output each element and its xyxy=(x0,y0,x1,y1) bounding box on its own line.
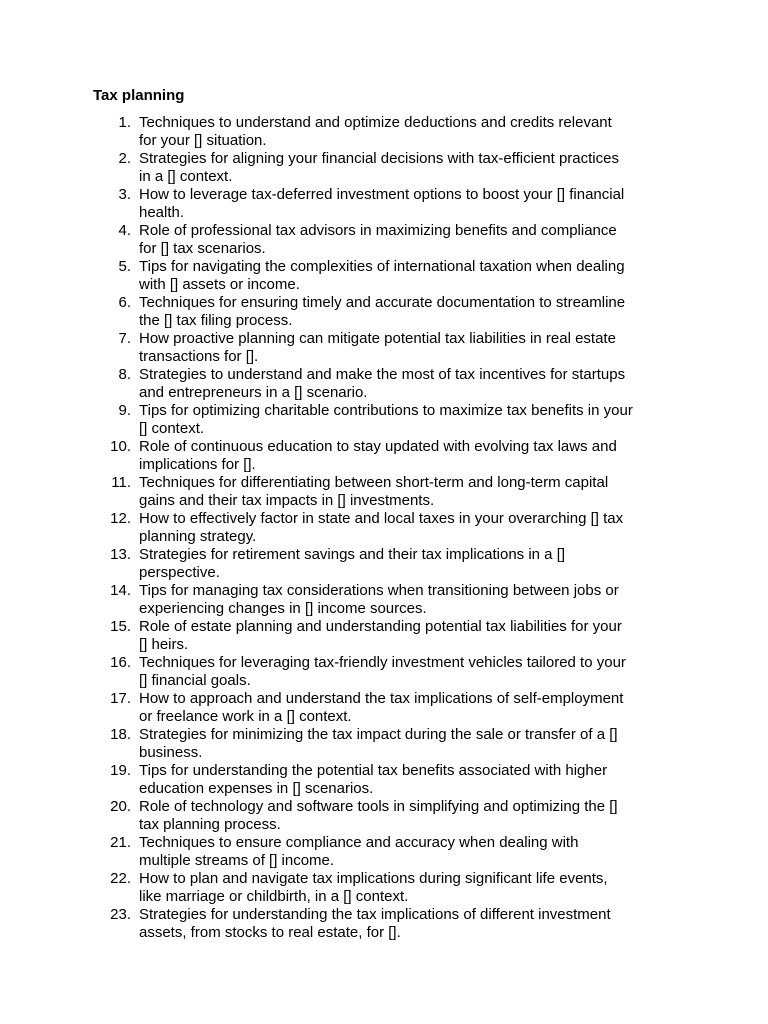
list-item-text: Strategies for aligning your financial decisions with tax-efficient practices in a [] context. xyxy=(139,150,619,185)
list-item xyxy=(93,294,633,330)
list-item-number: 20. xyxy=(110,798,131,815)
list-item xyxy=(93,834,633,870)
list-item xyxy=(93,258,633,294)
list-item xyxy=(93,798,633,834)
list-item-number: 8. xyxy=(118,366,131,383)
document-title: Tax planning xyxy=(93,87,185,104)
list-item xyxy=(93,690,633,726)
list-item-text: How to plan and navigate tax implications during significant life events, like marriage or childbirth, in a [] context. xyxy=(139,870,608,905)
list-item-number: 6. xyxy=(118,294,131,311)
list-item xyxy=(93,510,633,546)
list-item xyxy=(93,366,633,402)
list-item-text: Techniques to understand and optimize deductions and credits relevant for your [] situation. xyxy=(139,114,612,149)
list-item-text: Techniques for ensuring timely and accurate documentation to streamline the [] tax filing process. xyxy=(139,294,626,329)
list-item-number: 19. xyxy=(110,762,131,779)
list-item xyxy=(93,762,633,798)
list-item-text: Role of professional tax advisors in maximizing benefits and compliance for [] tax scenarios. xyxy=(139,222,617,257)
list-item-number: 14. xyxy=(110,582,131,599)
list-item-text: Strategies to understand and make the most of tax incentives for startups and entrepreneurs in a [] scenario. xyxy=(139,366,626,401)
list-item-text: Tips for optimizing charitable contributions to maximize tax benefits in your [] context. xyxy=(139,402,633,437)
list-item-text: Techniques for leveraging tax-friendly investment vehicles tailored to your [] financial goals. xyxy=(139,654,626,689)
list-item xyxy=(93,582,633,618)
list-item-number: 22. xyxy=(110,870,131,887)
list-item-number: 11. xyxy=(111,474,131,491)
list-item-text: Tips for navigating the complexities of international taxation when dealing with [] assets or income. xyxy=(139,258,625,293)
list-item-number: 4. xyxy=(118,222,131,239)
list-item-number: 2. xyxy=(118,150,131,167)
list-item-number: 15. xyxy=(110,618,131,635)
list-item-number: 1. xyxy=(118,114,131,131)
list-item xyxy=(93,654,633,690)
list-item xyxy=(93,330,633,366)
list-item-number: 21. xyxy=(110,834,131,851)
list-item-number: 13. xyxy=(110,546,131,563)
list-item xyxy=(93,222,633,258)
list-item xyxy=(93,150,633,186)
list-item-text: How to effectively factor in state and local taxes in your overarching [] tax planning strategy. xyxy=(139,510,624,545)
list-item xyxy=(93,438,633,474)
list-item-text: How to leverage tax-deferred investment options to boost your [] financial health. xyxy=(139,186,625,221)
list-item-text: Techniques for differentiating between short-term and long-term capital gains and their tax impacts in [] investments. xyxy=(139,474,609,509)
list-item-text: Tips for understanding the potential tax benefits associated with higher education expenses in [] scenarios. xyxy=(139,762,608,797)
list-item-text: How to approach and understand the tax implications of self-employment or freelance work in a [] context. xyxy=(139,690,624,725)
list-item xyxy=(93,474,633,510)
list-item xyxy=(93,546,633,582)
list-item-text: Techniques to ensure compliance and accuracy when dealing with multiple streams of [] income. xyxy=(139,834,579,869)
list-item xyxy=(93,114,633,150)
list-item-text: Strategies for minimizing the tax impact during the sale or transfer of a [] business. xyxy=(139,726,618,761)
list-item-text: How proactive planning can mitigate potential tax liabilities in real estate transactions for []. xyxy=(139,330,616,365)
list-item xyxy=(93,402,633,438)
list-item-number: 12. xyxy=(110,510,131,527)
list-item xyxy=(93,186,633,222)
list-item xyxy=(93,906,633,942)
list-item-number: 18. xyxy=(110,726,131,743)
list-item-text: Role of continuous education to stay updated with evolving tax laws and implications for []. xyxy=(139,438,617,473)
list-item-number: 16. xyxy=(110,654,131,671)
list-item-text: Role of technology and software tools in simplifying and optimizing the [] tax planning process. xyxy=(139,798,618,833)
list-item xyxy=(93,726,633,762)
list-item-number: 9. xyxy=(118,402,131,419)
numbered-list xyxy=(93,114,633,942)
list-item-number: 3. xyxy=(118,186,131,203)
list-item-text: Strategies for understanding the tax implications of different investment assets, from stocks to real estate, for []. xyxy=(139,906,611,941)
list-item-number: 10. xyxy=(110,438,131,455)
list-item xyxy=(93,618,633,654)
list-item-number: 5. xyxy=(118,258,131,275)
list-item-text: Role of estate planning and understanding potential tax liabilities for your [] heirs. xyxy=(139,618,622,653)
list-item-text: Tips for managing tax considerations when transitioning between jobs or experiencing changes in [] income sources. xyxy=(139,582,619,617)
list-item-text: Strategies for retirement savings and their tax implications in a [] perspective. xyxy=(139,546,566,581)
list-item xyxy=(93,870,633,906)
list-item-number: 23. xyxy=(110,906,131,923)
list-item-number: 17. xyxy=(110,690,131,707)
list-item-number: 7. xyxy=(118,330,131,347)
